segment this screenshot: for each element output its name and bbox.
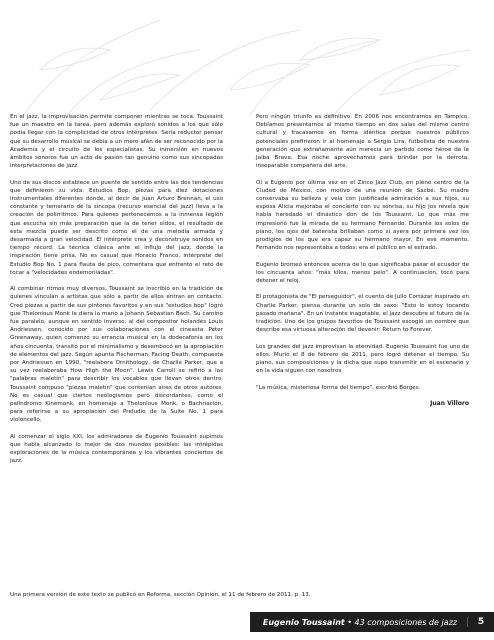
left-text-column bbox=[10, 113, 223, 466]
page-number: 5 bbox=[467, 617, 494, 627]
running-title-book: 43 composiciones de jazz bbox=[354, 617, 457, 627]
paragraph: Uno de sus discos establece un puente de sentido entre las dos tendencias que definieron su vida: Estudios Bop, piezas para diez dotaciones instrumentales diferentes donde, al decir de Juan Arturo Brennan, el uso constante y temerario de la síncopa (recurso esencial del jazz) lleva a la creación de polirritmos. Para quienes pertenecemos a la inmensa legión que escucha sin más preparación que la de tener oídos, el resultado de esta mezcla puede ser descrito como el de una melodía armada y desarmada a gran velocidad. El intérprete crea y deconstruye sonidos en tiempo récord. La técnica clásica ante el influjo del jazz, donde la inspiración tiene prisa. No es casual que Horacio Franco, intérprete del Estudio Bop No. 1 para flauta de pico, comentara que enfrentó el reto de tocar a "velocidades endemoniadas". bbox=[10, 179, 223, 276]
running-title-separator: • bbox=[344, 617, 355, 627]
page-footer bbox=[250, 612, 494, 632]
paragraph: "La música, misteriosa forma del tiempo", escribió Borges. bbox=[256, 384, 421, 391]
right-text-column bbox=[256, 113, 469, 408]
author-signature: Juan Villoro bbox=[430, 400, 469, 408]
paragraph: Oí a Eugenio por última vez en el Zinco Jazz Club, en pleno centro de la Ciudad de México, con motivo de una reunión de Sacbé. Su madre conservaba su belleza y veía con justificada admiración a sus hijos, su esposa Alicia mejoraba el concierto con su sonrisa, su hijo Jos revela que había heredado el dinástico don de los Toussaint. Lo que más me impresionó fue la mirada de su hermano Fernando. Durante los solos de piano, los ojos del baterista brillaban como si ayera por primera vez los prodigios de los que era capaz su hermano mayor. En ese momento, Fernando nos representaba a todos: era el público en el estrado. bbox=[256, 179, 469, 252]
background-leaf-illustration bbox=[0, 0, 494, 130]
paragraph: Los grandes del jazz improvisan la eternidad. Eugenio Toussaint fue uno de ellos. Murió el 8 de febrero de 2011, pero logró detener el tiempo. Su piano, sus composiciones y la dicha que supo transmitir en el escenario y en la vida siguen con nosotros. bbox=[256, 343, 469, 375]
paragraph: El protagonista de "El perseguidor", el cuento de Julio Cortázar inspirado en Charlie Parker, piensa durante un solo de saxo: "Esto lo estoy tocando pasado mañana". En un instante inagotable, el jazz descubre el futuro de la tradición. Uno de los grupos favoritos de Toussaint escogió un nombre que describe esa virtuosa alteración del devenir: Return to Forever. bbox=[256, 294, 469, 334]
paragraph: Eugenio bromeó entonces acerca de lo que significaba pasar el ecuador de los cincuenta años: "más kilos, menos pelo". A continuación, tocó para detener el reloj. bbox=[256, 261, 469, 285]
paragraph: En el jazz, la improvisación permite componer mientras se toca. Toussaint fue un maestro en la tarea, pero además exploró sonidos a los que sólo podía llegar con la complicidad de otros intérpretes. Sería reductor pensar que su desarrollo musical se debía a un mero afán de ser reconocido por la Academia y el circuito de los especialistas. Su inmersión en nuevos ámbitos sonoros fue un acto de pasión tan genuino como sus sincopadas interpretaciones de jazz. bbox=[10, 114, 223, 170]
paragraph: Al comenzar el siglo XXI, los admiradores de Eugenio Toussaint supimos que había alcanzado lo mejor de dos mundos posibles: las intrépidas exploraciones de la música contemporánea y los vibrantes conciertos de jazz. bbox=[10, 433, 223, 465]
running-title-author: Eugenio Toussaint bbox=[262, 617, 345, 627]
running-title bbox=[250, 618, 467, 627]
publication-footnote: Una primera versión de este texto se publicó en Reforma, sección Opinión, el 11 de febrero de 2011, p. 13. bbox=[10, 592, 311, 598]
paragraph: Pero ningún triunfo es definitivo. En 2006 nos encontramos en Tampico. Debíamos presentarnos al mismo tiempo en dos salas del mismo centro cultural y fracasamos en forma idéntica porque nuestros públicos potenciales prefirieron ir al homenaje a Sergio Lira, futbolista de nuestra generación que extrañamente aún merecía un partido como héroe de la Jaiba Brava. Esa noche aprovechamos para brindar por la derrota, inseparable compañera del arte. bbox=[256, 114, 469, 170]
paragraph: Al combinar ritmos muy diversos, Toussaint se inscribió en la tradición de quienes vinculan a artistas que sólo a partir de ellos entran en contacto. Creó piezas a partir de sus pintores favoritos y en sus "estudios bop" logró que Thelonious Monk le diera la mano a Johann Sebastian Bach. Su camino fue paralelo, aunque en sentido inverso, al del compositor holandés Louis Andriessen, conocido por sus colaboraciones con el cineasta Peter Greenaway, quien comenzó su errancia musical en la dodecafonía en los años cincuenta, transitó por el minimalismo y desembocó en la apropiación de elementos del jazz. Según apunta Fischerman, Facing Death, compuesta por Andriessen en 1990, "reelabora Ornithology, de Charlie Parker, que a su vez reelaboraba How High the Moon". Lewis Carroll se refirió a las "palabras maletín" para describir los vocablos que llevan otros dentro. Toussaint compuso "piezas maletín" que contenían aires de otros autores. No es casual que ciertos neólogismos pero discordantes, como el palíndromo Kinemonk, en homenaje a Thelonious Monk, o Bachriación, para referirse a su apropiación del Preludio de la Suite No. 1 para violoncello. bbox=[10, 286, 223, 424]
